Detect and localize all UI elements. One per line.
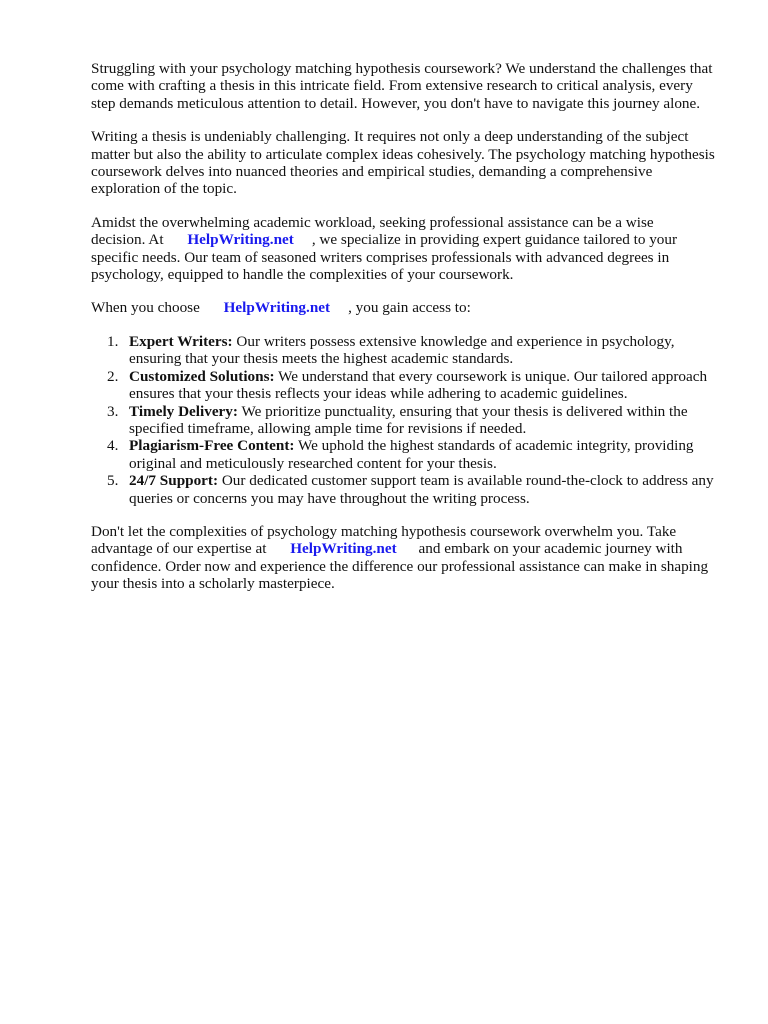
assistance-paragraph: [91, 214, 715, 284]
assistance-text-line2: decision. At: [91, 231, 164, 249]
list-item: [91, 472, 715, 507]
benefits-list: [91, 333, 715, 507]
list-item: [91, 437, 715, 472]
helpwriting-link-2[interactable]: HelpWriting.net: [223, 299, 331, 317]
helpwriting-link-3[interactable]: HelpWriting.net: [290, 540, 397, 558]
challenge-text: Writing a thesis is undeniably challenging. It requires not only a deep understanding of the subject matter but also the ability to articulate complex ideas cohesively. The psychology matching hypothesis coursework delves into nuanced theories and empirical studies, demanding a comprehensive exploration of the topic.: [91, 128, 715, 198]
list-item: [91, 333, 715, 368]
list-item-text: Our dedicated customer support team is available round-the-clock to address any queries or concerns you may have throughout the writing process.: [129, 472, 714, 507]
list-item-number: 5.: [107, 472, 119, 490]
list-item: [91, 368, 715, 403]
list-item-text: Our writers possess extensive knowledge and experience in psychology, ensuring that your thesis meets the highest academic standards.: [129, 332, 675, 368]
intro-text: Struggling with your psychology matching hypothesis coursework? We understand the challenges that come with crafting a thesis in this intricate field. From extensive research to critical analysis, every step demands meticulous attention to detail. However, you don't have to navigate this journey alone.: [91, 60, 713, 112]
list-item-number: 3.: [107, 402, 119, 420]
list-item-title: Expert Writers:: [129, 332, 233, 350]
choose-text-after: , you gain access to:: [348, 299, 471, 317]
closing-paragraph: [91, 523, 715, 593]
assistance-text-after: , we specialize in providing expert guidance tailored to your specific needs. Our team of seasoned writers comprises professionals with advanced degrees in psychology, equipped to handle the complexities of your coursework.: [91, 231, 678, 284]
list-item-number: 4.: [107, 437, 119, 455]
list-item-number: 2.: [107, 367, 119, 385]
list-item-text: We prioritize punctuality, ensuring that your thesis is delivered within the specified timeframe, allowing ample time for revisions if needed.: [129, 402, 688, 437]
list-item-title: 24/7 Support:: [129, 472, 219, 490]
list-item: [91, 403, 715, 438]
list-item-title: Plagiarism-Free Content:: [129, 437, 295, 455]
closing-text-before: Don't let the complexities of psychology matching hypothesis coursework overwhelm you. Take advantage of our expertise at: [91, 522, 677, 558]
list-item-text: We uphold the highest standards of academic integrity, providing original and meticulously researched content for your thesis.: [129, 437, 694, 472]
list-item-title: Timely Delivery:: [129, 402, 238, 420]
challenge-paragraph: [91, 128, 715, 198]
assistance-text-line1: Amidst the overwhelming academic workload, seeking professional assistance can be a wise: [91, 213, 654, 231]
list-item-number: 1.: [107, 332, 119, 350]
document-page: [91, 60, 715, 609]
list-item-title: Customized Solutions:: [129, 367, 275, 385]
choose-text-before: When you choose: [91, 299, 200, 317]
list-item-text: We understand that every coursework is unique. Our tailored approach ensures that your thesis reflects your ideas while adhering to academic guidelines.: [129, 367, 708, 403]
helpwriting-link-1[interactable]: HelpWriting.net: [187, 231, 294, 249]
closing-text-after: and embark on your academic journey with confidence. Order now and experience the difference our professional assistance can make in shaping your thesis into a scholarly masterpiece.: [91, 540, 709, 593]
choose-paragraph: [91, 299, 715, 316]
intro-paragraph: [91, 60, 715, 112]
